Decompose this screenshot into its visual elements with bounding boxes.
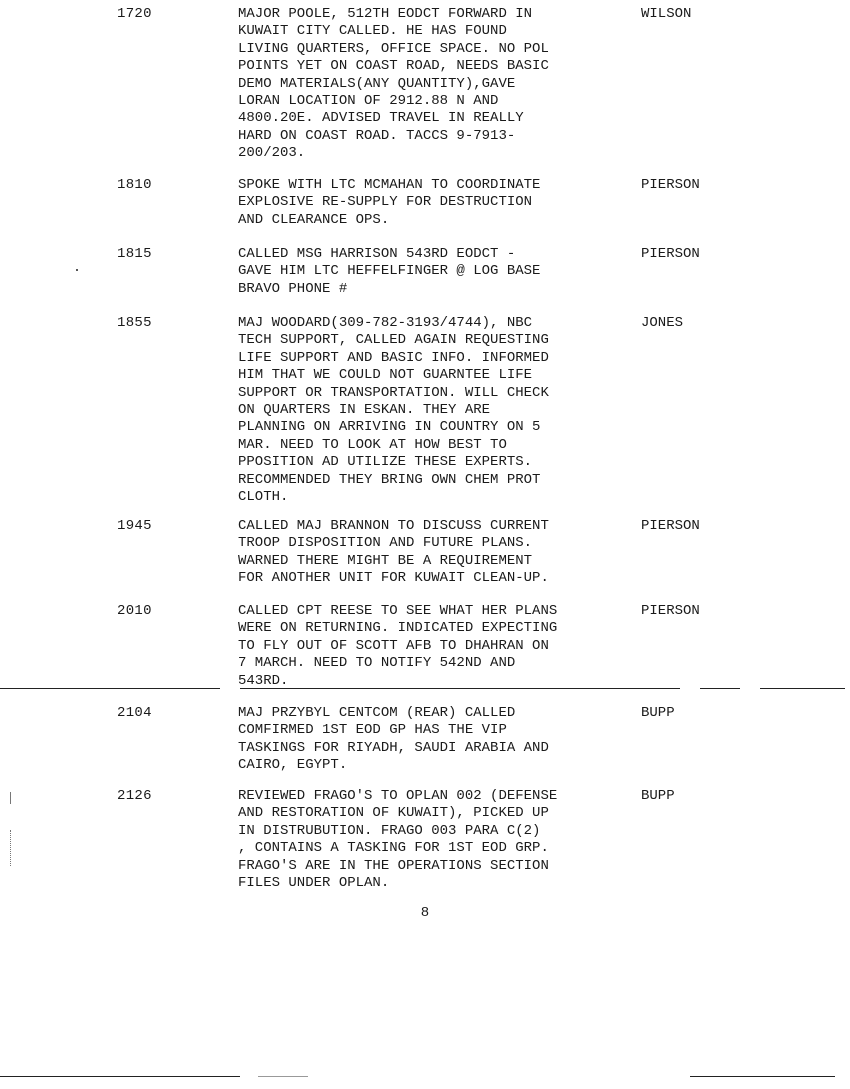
entry-time: 1810	[117, 177, 152, 193]
seam-line	[700, 688, 740, 689]
entry-text: CALLED MSG HARRISON 543RD EODCT - GAVE HIM LTC HEFFELFINGER @ LOG BASE BRAVO PHONE #	[238, 246, 541, 297]
scan-edge-line	[0, 1076, 240, 1077]
seam-line	[760, 688, 845, 689]
scan-mark	[10, 792, 11, 804]
entry-text: CALLED CPT REESE TO SEE WHAT HER PLANS WERE ON RETURNING. INDICATED EXPECTING TO FLY OUT OF SCOTT AFB TO DHAHRAN ON 7 MARCH. NEED TO NOTIFY 542ND AND 543RD.	[238, 603, 558, 689]
entry-name: JONES	[641, 315, 684, 331]
scan-edge-line	[258, 1076, 308, 1077]
scan-mark	[10, 830, 11, 866]
entry-time: 1720	[117, 6, 152, 22]
entry-name: PIERSON	[641, 246, 700, 262]
entry-text: MAJOR POOLE, 512TH EODCT FORWARD IN KUWAIT CITY CALLED. HE HAS FOUND LIVING QUARTERS, OFFICE SPACE. NO POL POINTS YET ON COAST ROAD, NEEDS BASIC DEMO MATERIALS(ANY QUANTITY),GAVE LORAN LOCATION OF 2912.88 N AND 4800.20E. ADVISED TRAVEL IN REALLY HARD ON COAST ROAD. TACCS 9-7913- 200/203.	[238, 6, 549, 162]
entry-text: MAJ WOODARD(309-782-3193/4744), NBC TECH SUPPORT, CALLED AGAIN REQUESTING LIFE SUPPORT AND BASIC INFO. INFORMED HIM THAT WE COULD NOT GUARNTEE LIFE SUPPORT OR TRANSPORTATION. WILL CHECK ON QUARTERS IN ESKAN. THEY ARE PLANNING ON ARRIVING IN COUNTRY ON 5 MAR. NEED TO LOOK AT HOW BEST TO PPOSITION AD UTILIZE THESE EXPERTS. RECOMMENDED THEY BRING OWN CHEM PROT CLOTH.	[238, 315, 549, 506]
seam-line	[240, 688, 680, 689]
scan-edge-line	[690, 1076, 835, 1077]
entry-name: BUPP	[641, 788, 675, 804]
entry-text: REVIEWED FRAGO'S TO OPLAN 002 (DEFENSE AND RESTORATION OF KUWAIT), PICKED UP IN DISTRUBUTION. FRAGO 003 PARA C(2) , CONTAINS A TASKING FOR 1ST EOD GRP. FRAGO'S ARE IN THE OPERATIONS SECTION FILES UNDER OPLAN.	[238, 788, 558, 892]
entry-text: MAJ PRZYBYL CENTCOM (REAR) CALLED COMFIRMED 1ST EOD GP HAS THE VIP TASKINGS FOR RIYADH, SAUDI ARABIA AND CAIRO, EGYPT.	[238, 705, 549, 774]
entry-time: 1815	[117, 246, 152, 262]
entry-text: CALLED MAJ BRANNON TO DISCUSS CURRENT TROOP DISPOSITION AND FUTURE PLANS. WARNED THERE MIGHT BE A REQUIREMENT FOR ANOTHER UNIT FOR KUWAIT CLEAN-UP.	[238, 518, 549, 587]
entry-name: PIERSON	[641, 177, 700, 193]
entry-time: 1855	[117, 315, 152, 331]
entry-text: SPOKE WITH LTC MCMAHAN TO COORDINATE EXPLOSIVE RE-SUPPLY FOR DESTRUCTION AND CLEARANCE OPS.	[238, 177, 541, 228]
entry-time: 2126	[117, 788, 152, 804]
scan-mark	[76, 269, 78, 271]
entry-time: 2010	[117, 603, 152, 619]
entry-time: 2104	[117, 705, 152, 721]
entry-name: PIERSON	[641, 518, 700, 534]
page-number: 8	[420, 905, 430, 921]
seam-line	[0, 688, 220, 689]
entry-name: PIERSON	[641, 603, 700, 619]
entry-time: 1945	[117, 518, 152, 534]
entry-name: BUPP	[641, 705, 675, 721]
entry-name: WILSON	[641, 6, 692, 22]
